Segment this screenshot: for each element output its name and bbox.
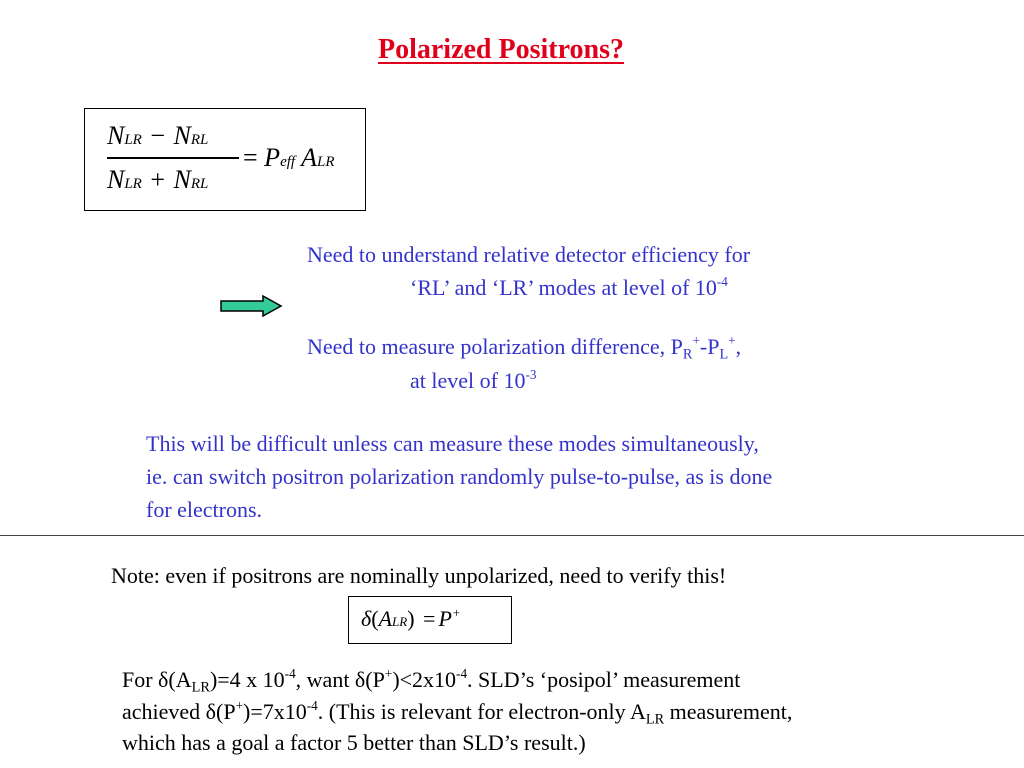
page-title: Polarized Positrons? [377, 34, 624, 65]
para-l2-d: measurement, [664, 698, 793, 724]
numerator-n-lr: N [107, 121, 125, 150]
need-efficiency-line2 [410, 271, 728, 304]
para-l2-a: achieved δ(P [122, 698, 236, 724]
a-symbol-delta: A [378, 606, 393, 631]
para-l2-c: . (This is relevant for electron-only A [317, 698, 646, 724]
need-polarization-exponent: -3 [525, 366, 537, 382]
fraction-bar [107, 157, 239, 159]
denominator-n-rl: N [173, 165, 191, 194]
formula-rhs [243, 143, 335, 173]
need-efficiency-text: ‘RL’ and ‘LR’ modes at level of 10 [410, 275, 717, 300]
arrow-right-icon [219, 294, 283, 318]
pr-sub: R [682, 346, 693, 363]
need-polarization-text: Need to measure polarization difference, P [307, 334, 683, 359]
p-sup-plus: + [451, 604, 461, 620]
a-symbol: A [301, 143, 317, 172]
a-sub-lr-delta: LR [392, 614, 408, 629]
pl-symbol: -P [699, 334, 720, 359]
denominator-plus: + [150, 165, 166, 194]
numerator-sub-rl: RL [190, 132, 209, 148]
para-l1-e: . SLD’s ‘posipol’ measurement [467, 667, 741, 692]
para-l1-b: )=4 x 10 [209, 667, 285, 692]
p-symbol: P [264, 143, 281, 172]
para-line1 [122, 664, 1022, 696]
denominator-n-lr: N [107, 165, 125, 194]
para-l2-sub: LR [645, 710, 665, 727]
delta-symbol: δ [361, 606, 372, 631]
difficult-line1: This will be difficult unless can measure these modes simultaneously, [146, 431, 759, 456]
equals-sign-delta: = [423, 606, 436, 631]
para-l1-d: )<2x10 [392, 667, 457, 692]
left-paren: ( [371, 606, 379, 631]
need-polarization-line2 [410, 364, 536, 397]
para-line2 [122, 696, 1022, 728]
difficult-line3: for electrons. [146, 497, 263, 522]
equals-sign: = [243, 143, 258, 172]
p-sub-eff: eff [280, 154, 296, 170]
para-l1-exp2: -4 [456, 665, 468, 681]
need-efficiency-line1: Need to understand relative detector efficiency for [307, 242, 751, 267]
delta-formula [361, 606, 461, 632]
difficult-line2: ie. can switch positron polarization randomly pulse-to-pulse, as is done [146, 464, 773, 489]
pr-sup: + [692, 332, 700, 348]
asymmetry-formula-box [84, 108, 366, 211]
para-l1-c: , want δ(P [295, 667, 385, 692]
formula-denominator [107, 165, 208, 195]
need-polarization-line1 [307, 330, 741, 363]
numerator-minus: − [150, 121, 166, 150]
denominator-sub-lr: LR [124, 176, 142, 192]
para-l1-exp1: -4 [284, 665, 296, 681]
need-polarization-level: at level of 10 [410, 368, 526, 393]
pl-sub: L [719, 346, 729, 363]
right-paren: ) [407, 606, 415, 631]
formula-numerator [107, 121, 208, 151]
para-l1-sup: + [384, 665, 393, 681]
a-sub-lr: LR [316, 154, 335, 170]
para-l2-b: )=7x10 [243, 698, 307, 724]
comma: , [735, 334, 742, 359]
posipol-paragraph [122, 664, 1022, 759]
numerator-sub-lr: LR [124, 132, 142, 148]
pl-sup: + [728, 332, 736, 348]
para-l1-a: For δ(A [122, 667, 192, 692]
section-divider [0, 535, 1024, 536]
para-l1-sub: LR [191, 679, 210, 696]
note-text: Note: even if positrons are nominally unpolarized, need to verify this! [111, 563, 727, 588]
para-l2-exp: -4 [306, 697, 318, 713]
para-l2-sup: + [235, 697, 244, 713]
numerator-n-rl: N [173, 121, 191, 150]
para-line3: which has a goal a factor 5 better than SLD’s result.) [122, 730, 586, 755]
denominator-sub-rl: RL [190, 176, 209, 192]
need-efficiency-exponent: -4 [716, 273, 728, 289]
p-symbol-delta: P [438, 606, 452, 631]
delta-formula-box [348, 596, 512, 644]
